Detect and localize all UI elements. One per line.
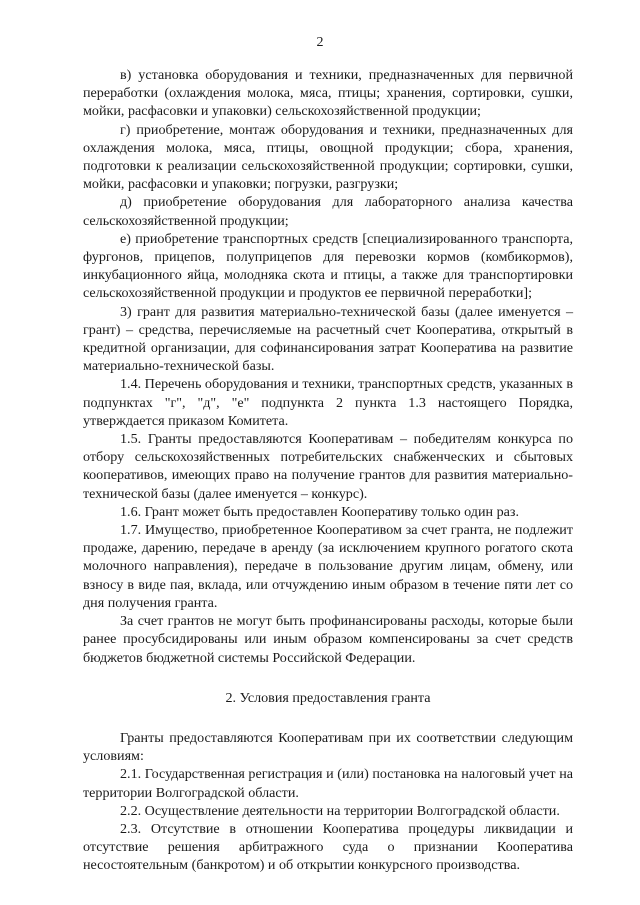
page-number: 2: [316, 35, 324, 50]
paragraph-1-5: 1.5. Гранты предоставляются Кооперативам – победителям конкурса по отбору сельскохозяйственных потребительских снабженческих и сбытовых кооперативов, имеющих право на получение грантов для развития материально-технической базы (далее именуется – конкурс).: [83, 431, 573, 502]
paragraph-3e: е) приобретение транспортных средств [специализированного транспорта, фургонов, прицепов, полуприцепов для перевозки кормов (комбикормов), инкубационного яйца, молодняка скота и птицы, а также для транспортировки сельскохозяйственной продукции и продуктов ее первичной переработки];: [83, 230, 573, 302]
paragraph-2-2: 2.2. Осуществление деятельности на территории Волгоградской области.: [120, 802, 560, 819]
section-heading: 2. Условия предоставления гранта: [225, 689, 431, 706]
paragraph-3d: д) приобретение оборудования для лабораторного анализа качества сельскохозяйственной продукции;: [83, 194, 573, 229]
paragraph-3g: г) приобретение, монтаж оборудования и техники, предназначенных для охлаждения молока, мяса, птицы, овощной продукции; сбора, хранения, подготовки к реализации сельскохозяйственной продукции; сортировки, сушки, мойки, расфасовки и упаковки; погрузки, разгрузки;: [83, 121, 573, 193]
paragraph-1-6: 1.6. Грант может быть предоставлен Кооперативу только один раз.: [120, 503, 519, 520]
paragraph-3v: в) установка оборудования и техники, предназначенных для первичной переработки (охлаждения молока, мяса, птицы; хранения, сортировки, сушки, мойки, расфасовки и упаковки) сельскохозяйственной продукции;: [83, 67, 573, 120]
paragraph-conditions-intro: Гранты предоставляются Кооперативам при их соответствии следующим условиям:: [83, 729, 573, 765]
paragraph-expenses: За счет грантов не могут быть профинансированы расходы, которые были ранее просубсидированы или иным образом компенсированы за счет средств бюджетов бюджетной системы Российской Федерации.: [83, 613, 573, 666]
document-body: [83, 66, 573, 875]
paragraph-2-3: 2.3. Отсутствие в отношении Кооператива процедуры ликвидации и отсутствие решения арбитражного суда о признании Кооператива несостоятельным (банкротом) и об открытии конкурсного производства.: [83, 820, 573, 874]
paragraph-grant-definition: 3) грант для развития материально-технической базы (далее именуется – грант) – средства, перечисляемые на расчетный счет Кооператива, открытый в кредитной организации, для софинансирования затрат Кооператива на развитие материально-технической базы.: [83, 303, 573, 375]
paragraph-1-7: 1.7. Имущество, приобретенное Кооперативом за счет гранта, не подлежит продаже, дарению, передаче в аренду (за исключением крупного рогатого скота молочного направления), передаче в пользование другим лицам, обмену, или взносу в виде пая, вклада, или отчуждению иным образом в течение пяти лет со дня получения гранта.: [83, 522, 573, 611]
paragraph-2-1: 2.1. Государственная регистрация и (или) постановка на налоговый учет на территории Волгоградской области.: [83, 766, 573, 801]
paragraph-1-4: 1.4. Перечень оборудования и техники, транспортных средств, указанных в подпунктах "г", "д", "е" подпункта 2 пункта 1.3 настоящего Порядка, утверждается приказом Комитета.: [83, 376, 573, 429]
